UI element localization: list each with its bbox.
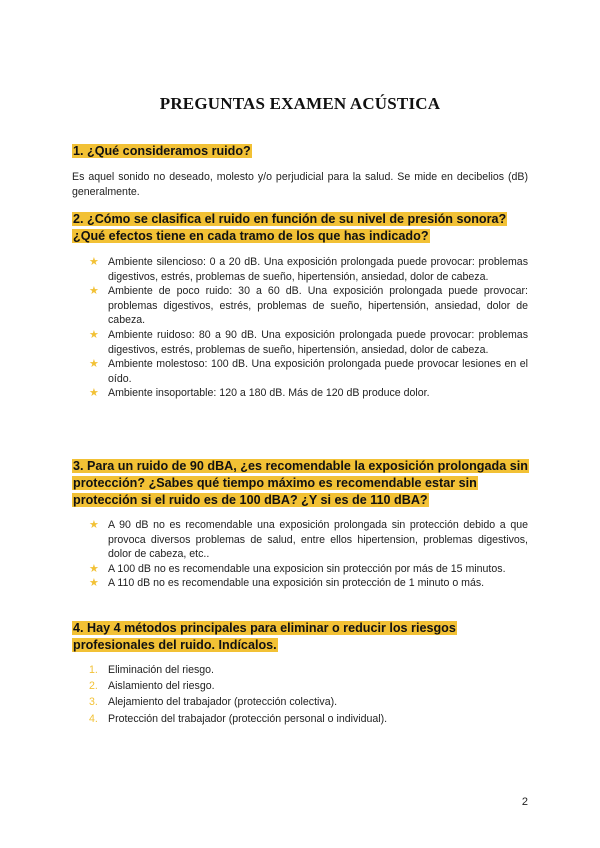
list-item: ★ Ambiente ruidoso: 80 a 90 dB. Una exposición prolongada puede provocar: problemas digestivos, estrés, problemas de sueño, hipertensión, ansiedad, dolor de cabeza. [89, 328, 528, 356]
question-2-list [89, 255, 528, 401]
question-2-heading: 2. ¿Cómo se clasifica el ruido en función de su nivel de presión sonora? ¿Qué efectos tiene en cada tramo de los que has indicado? [73, 212, 507, 243]
list-item: ★ Ambiente de poco ruido: 30 a 60 dB. Una exposición prolongada puede provocar: problemas digestivos, estrés, problemas de sueño, hipertensión, ansiedad, dolor de cabeza. [89, 285, 528, 327]
star-bullet-icon: ★ [89, 285, 99, 298]
question-4-heading: 4. Hay 4 métodos principales para eliminar o reducir los riesgos profesionales del ruido. Indícalos. [73, 621, 456, 652]
question-3-heading: 3. Para un ruido de 90 dBA, ¿es recomendable la exposición prolongada sin protección? ¿Sabes qué tiempo máximo es recomendable estar sin protección si el ruido es de 100 dBA? ¿Y si es de 110 dBA? [73, 459, 528, 507]
star-bullet-icon: ★ [89, 256, 99, 268]
list-item: ★ A 110 dB no es recomendable una exposición sin protección de 1 minuto o más. [89, 577, 485, 590]
list-item: 4. Protección del trabajador (protección personal o individual). [89, 712, 388, 725]
star-bullet-icon: ★ [89, 562, 99, 575]
list-item: 1. Eliminación del riesgo. [89, 664, 214, 676]
star-bullet-icon: ★ [89, 387, 99, 400]
list-item: 2. Aislamiento del riesgo. [89, 680, 215, 693]
star-bullet-icon: ★ [89, 328, 99, 341]
list-item: ★ A 90 dB no es recomendable una exposición prolongada sin protección debido a que provoca diversos problemas de salud, entre ellos hipertension, problemas digestivos, dolor de cabeza, etc.. [89, 519, 528, 561]
question-1-answer: Es aquel sonido no deseado, molesto y/o perjudicial para la salud. Se mide en decibelios (dB) generalmente. [72, 171, 528, 198]
question-1-heading: 1. ¿Qué consideramos ruido? [73, 144, 251, 158]
list-item: 3. Alejamiento del trabajador (protección colectiva). [89, 696, 338, 709]
list-item: ★ Ambiente molestoso: 100 dB. Una exposición prolongada puede provocar lesiones en el oído. [89, 358, 528, 385]
page-number: 2 [521, 796, 528, 808]
page-title: PREGUNTAS EXAMEN ACÚSTICA [159, 94, 441, 113]
star-bullet-icon: ★ [89, 577, 99, 590]
list-item: ★ A 100 dB no es recomendable una exposicion sin protección por más de 15 minutos. [89, 562, 506, 575]
star-bullet-icon: ★ [89, 519, 99, 531]
question-3-list [89, 518, 528, 591]
star-bullet-icon: ★ [89, 358, 99, 371]
question-4-list [89, 662, 528, 727]
list-item: ★ Ambiente silencioso: 0 a 20 dB. Una exposición prolongada puede provocar: problemas digestivos, estrés, problemas de sueño, hipertensión, ansiedad, dolor de cabeza. [89, 256, 528, 283]
list-item: ★ Ambiente insoportable: 120 a 180 dB. Más de 120 dB produce dolor. [89, 387, 430, 400]
